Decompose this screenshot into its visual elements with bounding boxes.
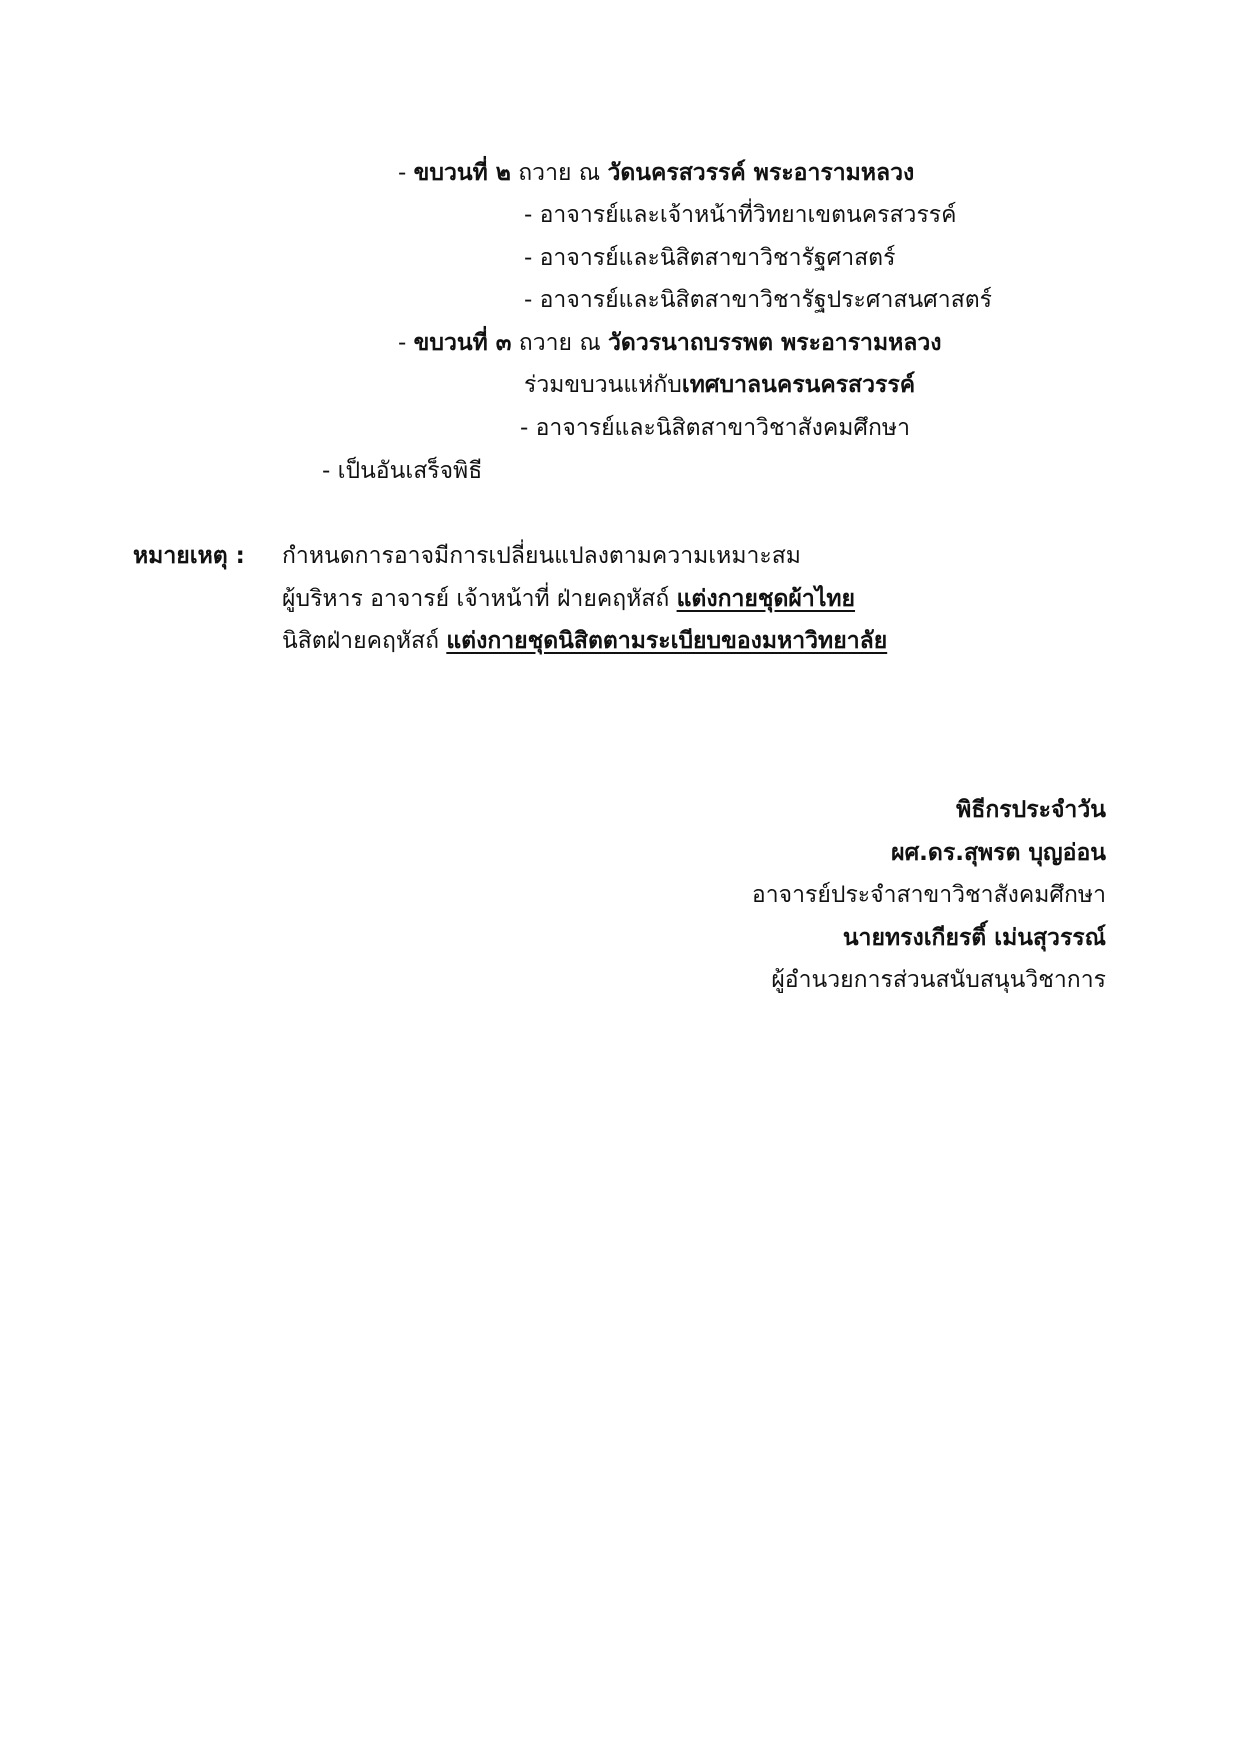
procession-3-joint xyxy=(524,369,915,401)
signature-person-1-name: ผศ.ดร.สุพรต บุญอ่อน xyxy=(891,840,1106,866)
procession-3-temple: วัดวรนาถบรรพต พระอารามหลวง xyxy=(608,330,942,356)
remarks-line-3-prefix: นิสิตฝ่ายคฤหัสถ์ xyxy=(282,628,447,654)
signature-person-2-name: นายทรงเกียรติ์ เม่นสุวรรณ์ xyxy=(842,925,1106,951)
remarks-label: หมายเหตุ : xyxy=(133,543,245,569)
procession-3-verb: ถวาย ณ xyxy=(511,330,608,356)
remarks-line-2-prefix: ผู้บริหาร อาจารย์ เจ้าหน้าที่ ฝ่ายคฤหัสถ์ xyxy=(282,586,677,612)
signature-person-2-title: ผู้อำนวยการส่วนสนับสนุนวิชาการ xyxy=(771,967,1106,993)
procession-2-member: - อาจารย์และนิสิตสาขาวิชารัฐศาสตร์ xyxy=(524,245,896,271)
remarks-line-3 xyxy=(282,625,887,657)
signature-person-1-title: อาจารย์ประจำสาขาวิชาสังคมศึกษา xyxy=(751,882,1106,908)
signature-role: พิธีกรประจำวัน xyxy=(956,797,1106,823)
procession-2-temple: วัดนครสวรรค์ พระอารามหลวง xyxy=(607,160,915,186)
dress-code-students: แต่งกายชุดนิสิตตามระเบียบของมหาวิทยาลัย xyxy=(446,628,888,654)
procession-3-dash: - xyxy=(398,330,414,356)
procession-3-joint-org: เทศบาลนครนครสวรรค์ xyxy=(681,372,916,398)
dress-code-staff: แต่งกายชุดผ้าไทย xyxy=(676,586,856,612)
procession-3-joint-prefix: ร่วมขบวนแห่กับ xyxy=(524,372,682,398)
remarks-line-1: กำหนดการอาจมีการเปลี่ยนแปลงตามความเหมาะสม xyxy=(282,543,801,569)
procession-3-member: - อาจารย์และนิสิตสาขาวิชาสังคมศึกษา xyxy=(520,415,910,441)
procession-2-heading xyxy=(398,157,914,189)
procession-2-member: - อาจารย์และเจ้าหน้าที่วิทยาเขตนครสวรรค์ xyxy=(524,202,957,228)
ceremony-closing: - เป็นอันเสร็จพิธี xyxy=(322,458,483,484)
procession-3-label: ขบวนที่ ๓ xyxy=(413,330,512,356)
procession-2-dash: - xyxy=(398,160,414,186)
procession-2-label: ขบวนที่ ๒ xyxy=(413,160,511,186)
procession-2-member: - อาจารย์และนิสิตสาขาวิชารัฐประศาสนศาสตร์ xyxy=(524,287,993,313)
procession-2-verb: ถวาย ณ xyxy=(510,160,608,186)
procession-3-heading xyxy=(398,327,942,359)
remarks-line-2 xyxy=(282,583,855,615)
